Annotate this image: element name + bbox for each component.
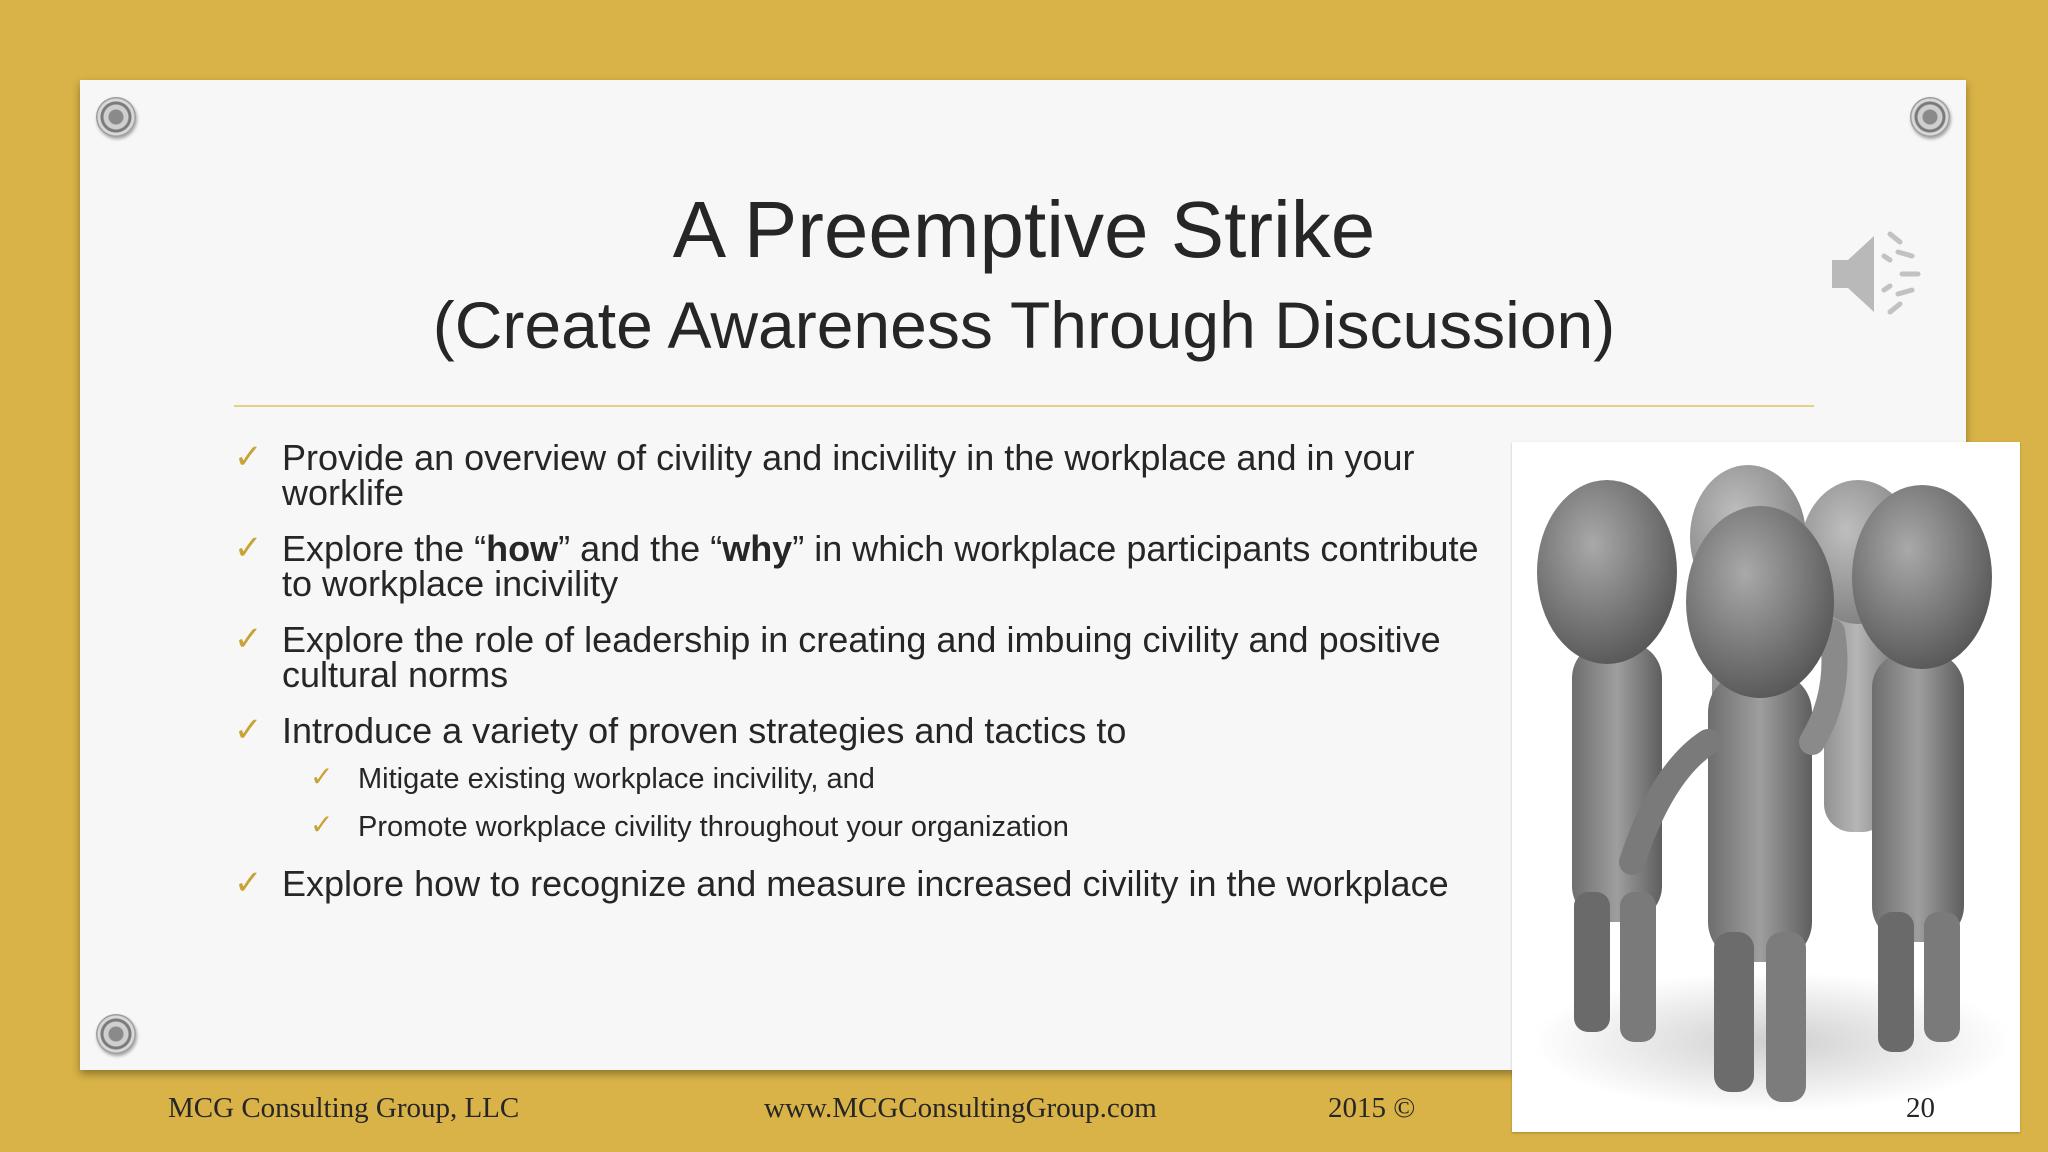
checkmark-icon: ✓: [234, 620, 263, 658]
list-item: [234, 710, 1504, 751]
footer-company: MCG Consulting Group, LLC: [168, 1092, 520, 1124]
sub-bullet-text: Promote workplace civility throughout your organization: [358, 811, 1069, 843]
checkmark-icon: ✓: [310, 761, 334, 792]
sub-list-item: [234, 762, 1504, 796]
page-number: 20: [1906, 1092, 1935, 1124]
people-circle-icon: [1512, 442, 2020, 1132]
slide-title: A Preemptive Strike: [672, 185, 1376, 274]
checkmark-icon: ✓: [310, 809, 334, 840]
bullet-text: Explore how to recognize and measure increased civility in the workplace: [282, 863, 1449, 904]
footer-year: 2015 ©: [1328, 1092, 1416, 1124]
bold-why: why: [722, 528, 793, 569]
footer-website[interactable]: www.MCGConsultingGroup.com: [764, 1092, 1157, 1124]
bullet-text: Provide an overview of civility and incivility in the workplace and in your worklife: [282, 437, 1415, 513]
bullet-text: Explore the “how” and the “why” in which workplace participants contribute to workplace incivility: [282, 528, 1479, 604]
list-item: [234, 528, 1504, 604]
bold-how: how: [486, 528, 559, 569]
list-item: [234, 863, 1504, 904]
checkmark-icon: ✓: [234, 529, 263, 567]
checkmark-icon: ✓: [234, 711, 263, 749]
bullet-text: Introduce a variety of proven strategies and tactics to: [282, 710, 1127, 751]
bullet-list: [234, 437, 1504, 922]
pushpin-bottom-left-icon: [96, 1014, 136, 1054]
checkmark-icon: ✓: [234, 864, 263, 902]
sub-list-item: [234, 810, 1504, 844]
pushpin-top-right-icon: [1910, 97, 1950, 137]
list-item: [234, 437, 1504, 513]
bullet-text: Explore the role of leadership in creating and imbuing civility and positive cultural norms: [282, 619, 1441, 695]
pushpin-top-left-icon: [96, 97, 136, 137]
sub-bullet-text: Mitigate existing workplace incivility, and: [358, 763, 875, 795]
title-divider: [234, 405, 1814, 407]
slide-subtitle: (Create Awareness Through Discussion): [432, 288, 1616, 362]
people-circle-image: [1512, 442, 2020, 1132]
speaker-icon[interactable]: [1828, 226, 1928, 322]
checkmark-icon: ✓: [234, 438, 263, 476]
list-item: [234, 619, 1504, 695]
